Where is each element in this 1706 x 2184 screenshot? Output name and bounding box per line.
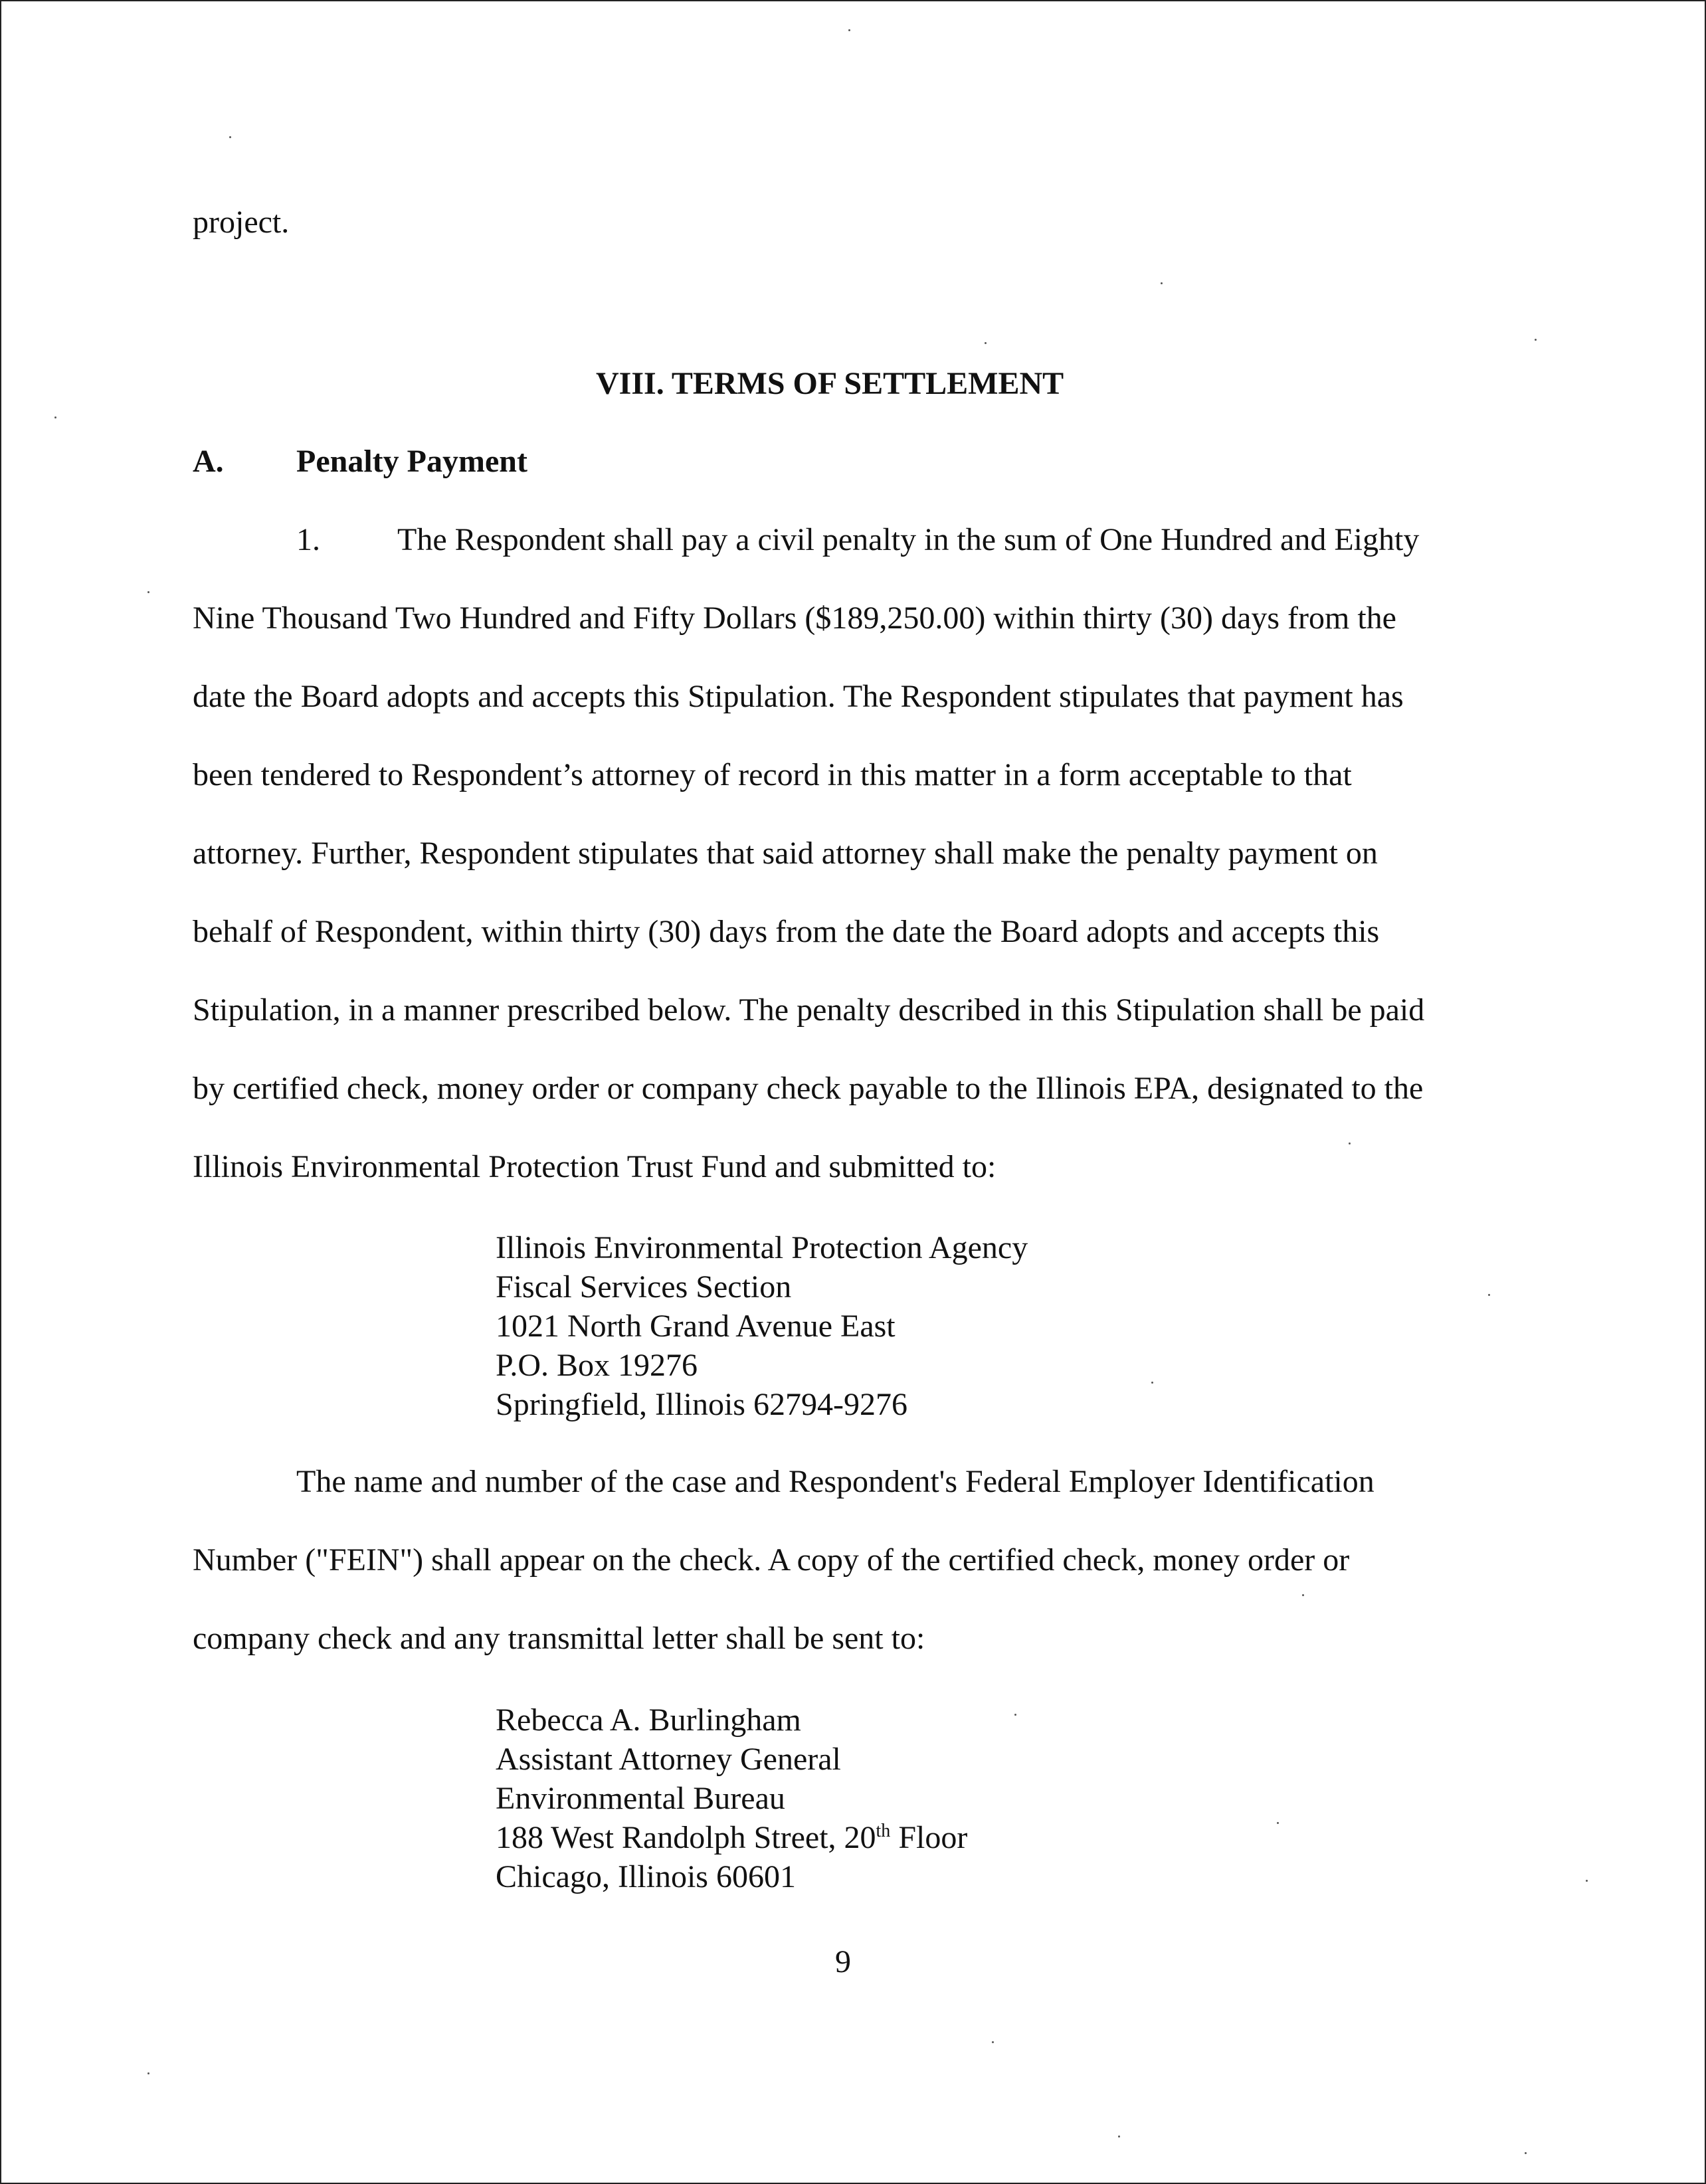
page-number: 9: [835, 1944, 851, 1979]
address-line: Fiscal Services Section: [496, 1269, 792, 1305]
para1-line: behalf of Respondent, within thirty (30) days from the date the Board adopts and accepts this: [193, 914, 1380, 949]
para1-line: Illinois Environmental Protection Trust Fund and submitted to:: [193, 1149, 996, 1184]
scan-speck: [985, 342, 987, 344]
scan-speck: [1014, 1714, 1016, 1716]
scan-speck: [992, 2041, 994, 2043]
para1-line: The Respondent shall pay a civil penalty in the sum of One Hundred and Eighty: [397, 522, 1420, 557]
subsection-letter: A.: [193, 444, 224, 479]
ordinal-suffix: th: [876, 1821, 891, 1841]
address-line: 1021 North Grand Avenue East: [496, 1309, 896, 1344]
fiscal-address-block: [496, 1228, 1028, 1424]
scan-speck: [1161, 282, 1163, 284]
scan-speck: [54, 416, 56, 418]
carryover-text: project.: [193, 205, 290, 240]
para1-line: Stipulation, in a manner prescribed below. The penalty described in this Stipulation shall be paid: [193, 992, 1425, 1028]
address-line: Springfield, Illinois 62794-9276: [496, 1387, 907, 1422]
address-line: P.O. Box 19276: [496, 1348, 698, 1383]
scan-speck: [1535, 339, 1537, 341]
para2-line: company check and any transmittal letter shall be sent to:: [193, 1621, 925, 1656]
para1-line: by certified check, money order or company check payable to the Illinois EPA, designated to the: [193, 1071, 1424, 1106]
attorney-name: Rebecca A. Burlingham: [496, 1702, 801, 1738]
scan-speck: [229, 136, 231, 138]
attorney-address-block: [496, 1700, 967, 1896]
scan-speck: [1488, 1294, 1490, 1296]
scan-speck: [1118, 2136, 1120, 2138]
para1-line: Nine Thousand Two Hundred and Fifty Dollars ($189,250.00) within thirty (30) days from the: [193, 600, 1396, 636]
para1-line: date the Board adopts and accepts this Stipulation. The Respondent stipulates that payment has: [193, 679, 1404, 714]
scan-speck: [1151, 1382, 1153, 1384]
para2-line: Number ("FEIN") shall appear on the check. A copy of the certified check, money order or: [193, 1542, 1350, 1578]
scan-speck: [1349, 1142, 1351, 1144]
para2-line: The name and number of the case and Respondent's Federal Employer Identification: [296, 1464, 1374, 1499]
scan-speck: [1277, 1822, 1279, 1824]
scan-speck: [1525, 2152, 1527, 2154]
scan-speck: [147, 2072, 149, 2074]
scan-speck: [848, 29, 850, 31]
scan-speck: [1302, 1594, 1304, 1596]
attorney-bureau: Environmental Bureau: [496, 1781, 785, 1816]
attorney-title: Assistant Attorney General: [496, 1742, 841, 1777]
attorney-city: Chicago, Illinois 60601: [496, 1859, 796, 1894]
section-heading: VIII. TERMS OF SETTLEMENT: [596, 366, 1064, 401]
scan-speck: [147, 591, 149, 593]
subsection-title: Penalty Payment: [296, 444, 527, 479]
address-line: Illinois Environmental Protection Agency: [496, 1230, 1028, 1265]
para1-line: attorney. Further, Respondent stipulates that said attorney shall make the penalty payment on: [193, 836, 1378, 871]
scan-speck: [1586, 1880, 1588, 1882]
para1-line: been tendered to Respondent’s attorney of record in this matter in a form acceptable to that: [193, 757, 1352, 792]
attorney-street: 188 West Randolph Street, 20th Floor: [496, 1820, 968, 1855]
para1-number: 1.: [296, 522, 320, 557]
